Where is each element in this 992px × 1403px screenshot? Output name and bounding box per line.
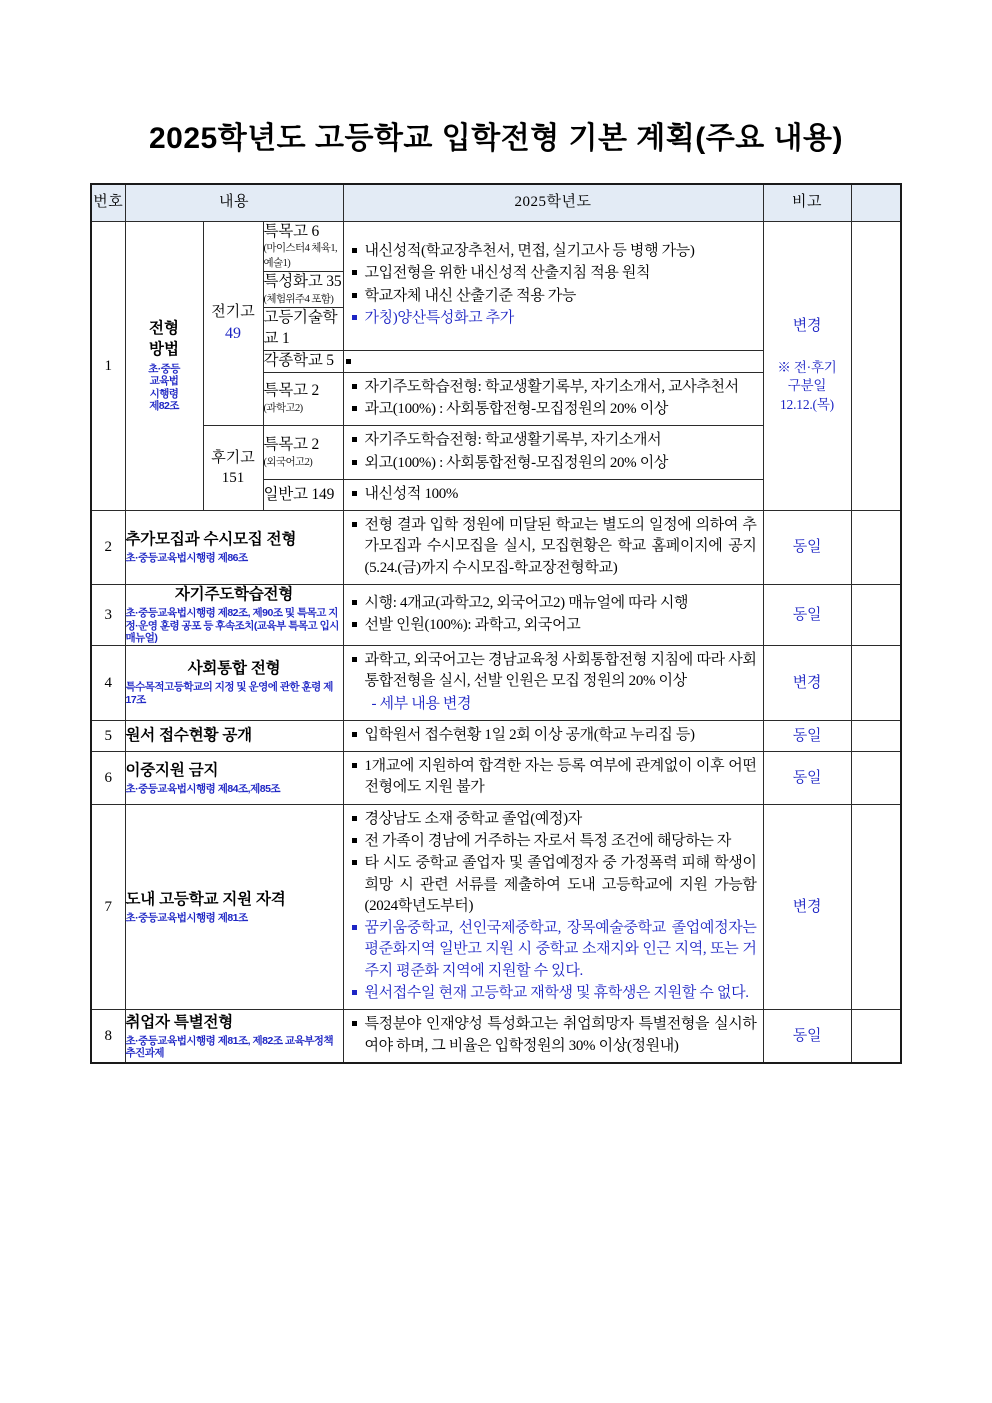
bullet-icon bbox=[352, 838, 357, 843]
row-label bbox=[125, 804, 343, 1010]
content-cell bbox=[343, 752, 763, 805]
row-label-sub-line: 제82조 bbox=[149, 400, 179, 413]
row-label-sub-line: 교육법 bbox=[149, 375, 179, 388]
row-label-title: 취업자 특별전형 bbox=[125, 1013, 234, 1031]
table-row bbox=[91, 221, 901, 271]
table-header bbox=[91, 184, 901, 222]
row-label-sub: 특수목적고등학교의 지정 및 운영에 관한 훈령 제17조 bbox=[125, 681, 333, 706]
school-type-name: 특성화고 35 bbox=[263, 272, 342, 290]
table-row bbox=[91, 752, 901, 805]
content-cell bbox=[343, 426, 763, 480]
remark-note-line: 12.12.(목) bbox=[780, 397, 834, 413]
content-cell bbox=[343, 511, 763, 585]
school-type-name: 특목고 2 bbox=[263, 382, 320, 400]
row-label bbox=[125, 752, 343, 805]
term-count: 151 bbox=[221, 470, 245, 487]
school-type-cell bbox=[263, 479, 343, 510]
extra-cell bbox=[851, 511, 901, 585]
remark-cell: 동일 bbox=[763, 1010, 851, 1063]
list-item: - 세부 내용 변경 bbox=[371, 695, 472, 712]
school-type-cell bbox=[263, 372, 343, 426]
row-label-sub: 초·중등교육법시행령 제84조,제85조 bbox=[125, 782, 281, 795]
row-label-sub: 초·중등교육법시행령 제86조 bbox=[125, 552, 248, 565]
remark-cell: 변경 bbox=[763, 804, 851, 1010]
list-item: 1개교에 지원하여 합격한 자는 등록 여부에 관계없이 이후 어떤 전형에도 지원 불가 bbox=[350, 756, 757, 799]
bullet-icon bbox=[352, 925, 357, 930]
remark-cell: 동일 bbox=[763, 752, 851, 805]
list-item: 자기주도학습전형: 학교생활기록부, 자기소개서 bbox=[350, 430, 757, 451]
bullet-icon bbox=[352, 248, 357, 253]
extra-cell bbox=[851, 804, 901, 1010]
row-number: 8 bbox=[91, 1010, 125, 1063]
content-cell-empty bbox=[343, 350, 763, 372]
remark-note-line: ※ 전·후기 bbox=[777, 359, 837, 375]
remark-status: 변경 bbox=[792, 318, 822, 335]
list-item: 자기주도학습전형: 학교생활기록부, 자기소개서, 교사추천서 bbox=[350, 377, 757, 398]
list-item: 원서접수일 현재 고등학교 재학생 및 휴학생은 지원할 수 없다. bbox=[350, 983, 757, 1004]
bullet-icon bbox=[352, 990, 357, 995]
row-label-title: 이중지원 금지 bbox=[125, 761, 219, 779]
school-type-name: 일반고 149 bbox=[263, 485, 335, 503]
list-item: 경상남도 소재 중학교 졸업(예정)자 bbox=[350, 809, 757, 830]
bullet-icon bbox=[352, 1021, 357, 1026]
school-type-note: (마이스터4 체육1, 예술1) bbox=[263, 243, 338, 269]
row-number: 5 bbox=[91, 720, 125, 751]
table-row bbox=[91, 1010, 901, 1063]
content-cell bbox=[343, 804, 763, 1010]
row-number: 4 bbox=[91, 645, 125, 720]
bullet-icon bbox=[352, 522, 357, 527]
remark-cell: 동일 bbox=[763, 720, 851, 751]
school-type-name: 각종학교 5 bbox=[263, 351, 334, 369]
row-number: 7 bbox=[91, 804, 125, 1010]
row-label-title: 원서 접수현황 공개 bbox=[125, 726, 252, 744]
list-item: 외고(100%) : 사회통합전형-모집정원의 20% 이상 bbox=[350, 453, 757, 474]
term-name: 후기고 bbox=[211, 449, 255, 466]
extra-cell bbox=[851, 752, 901, 805]
column-header-extra bbox=[851, 184, 901, 222]
table-row bbox=[91, 804, 901, 1010]
column-header-content: 내용 bbox=[125, 184, 343, 222]
row-label-sub: 초·중등교육법시행령 제81조, 제82조 교육부정책추진과제 bbox=[125, 1034, 334, 1060]
remark-note-line: 구분일 bbox=[787, 378, 827, 394]
term-count: 49 bbox=[225, 324, 241, 342]
school-type-cell bbox=[263, 350, 343, 372]
table-body bbox=[91, 221, 901, 1063]
content-cell bbox=[343, 479, 763, 510]
row-label-sub: 초·중등교육법시행령 제82조, 제90조 및 특목고 지정·운영 훈령 공포 등 후속조치(교육부 특목고 입시 매뉴얼) bbox=[125, 607, 339, 645]
list-item: 입학원서 접수현황 1일 2회 이상 공개(학교 누리집 등) bbox=[350, 725, 757, 746]
list-item: 전형 결과 입학 정원에 미달된 학교는 별도의 일정에 의하여 추가모집과 수시모집을 실시, 모집현황은 학교 홈페이지에 공지(5.24.(금)까지 수시모집-학교장전형학교) bbox=[350, 515, 757, 579]
bullet-icon bbox=[352, 657, 357, 662]
list-item: 과고(100%) : 사회통합전형-모집정원의 20% 이상 bbox=[350, 399, 757, 420]
row-label-title: 사회통합 전형 bbox=[187, 660, 281, 678]
content-cell bbox=[343, 221, 763, 350]
list-item: 선발 인원(100%): 과학고, 외국어고 bbox=[350, 615, 757, 636]
list-item: 시행: 4개교(과학고2, 외국어고2) 매뉴얼에 따라 시행 bbox=[350, 593, 757, 614]
table-row bbox=[91, 585, 901, 646]
extra-cell bbox=[851, 720, 901, 751]
column-header-remark: 비고 bbox=[763, 184, 851, 222]
row-label-sub-line: 초·중등 bbox=[148, 362, 180, 375]
term-name: 전기고 bbox=[211, 304, 255, 321]
list-item: 고입전형을 위한 내신성적 산출지침 적용 원칙 bbox=[350, 263, 757, 284]
school-type-note: (외국어고2) bbox=[263, 456, 313, 468]
row-label-title: 도내 고등학교 지원 자격 bbox=[125, 890, 286, 908]
row-label-title: 자기주도학습전형 bbox=[174, 586, 294, 603]
bullet-icon bbox=[352, 270, 357, 275]
bullet-icon bbox=[352, 384, 357, 389]
bullet-icon bbox=[352, 491, 357, 496]
term-group-early bbox=[203, 221, 263, 426]
bullet-icon bbox=[352, 315, 357, 320]
bullet-icon bbox=[352, 622, 357, 627]
row-number: 3 bbox=[91, 585, 125, 646]
row-label-sub: 초·중등교육법시행령 제81조 bbox=[125, 911, 248, 924]
table-header-row bbox=[91, 184, 901, 222]
bullet-icon bbox=[352, 600, 357, 605]
remark-cell bbox=[763, 221, 851, 511]
content-cell bbox=[343, 720, 763, 751]
list-item: 꿈키움중학교, 선인국제중학교, 장목예술중학교 졸업예정자는 평준화지역 일반고 지원 시 중학교 소재지와 인근 지역, 또는 거주지 평준화 지역에 지원할 수 있다. bbox=[350, 918, 757, 982]
list-item: 전 가족이 경남에 거주하는 자로서 특정 조건에 해당하는 자 bbox=[350, 831, 757, 852]
content-cell bbox=[343, 645, 763, 720]
bullet-icon bbox=[352, 732, 357, 737]
school-type-name: 특목고 6 bbox=[263, 222, 320, 240]
content-cell bbox=[343, 372, 763, 426]
column-header-year: 2025학년도 bbox=[343, 184, 763, 222]
list-item: 학교자체 내신 산출기준 적용 가능 bbox=[350, 286, 757, 307]
bullet-icon bbox=[352, 406, 357, 411]
extra-cell bbox=[851, 221, 901, 511]
row-number: 6 bbox=[91, 752, 125, 805]
table-row bbox=[91, 645, 901, 720]
row-label-title: 추가모집과 수시모집 전형 bbox=[125, 531, 297, 549]
bullet-icon bbox=[352, 816, 357, 821]
page-title: 2025학년도 고등학교 입학전형 기본 계획(주요 내용) bbox=[148, 122, 843, 155]
school-type-note: (체험위주4 포함) bbox=[263, 293, 334, 305]
list-item: 내신성적 100% bbox=[350, 484, 757, 505]
extra-cell bbox=[851, 645, 901, 720]
row-label bbox=[125, 511, 343, 585]
row-label bbox=[125, 585, 343, 646]
bullet-icon bbox=[346, 359, 351, 364]
list-item: 타 시도 중학교 졸업자 및 졸업예정자 중 가정폭력 피해 학생이 희망 시 관련 서류를 제출하여 도내 고등학교에 지원 가능함(2024학년도부터) bbox=[350, 853, 757, 917]
school-type-cell bbox=[263, 426, 343, 480]
bullet-icon bbox=[352, 763, 357, 768]
row-label bbox=[125, 221, 203, 511]
bullet-icon bbox=[352, 460, 357, 465]
row-label-title-line1: 전형 bbox=[149, 320, 179, 338]
list-item: 내신성적(학교장추천서, 면접, 실기고사 등 병행 가능) bbox=[350, 241, 757, 262]
term-group-late bbox=[203, 426, 263, 511]
school-type-name: 특목고 2 bbox=[263, 435, 320, 453]
row-label bbox=[125, 645, 343, 720]
bullet-icon bbox=[352, 437, 357, 442]
remark-cell: 변경 bbox=[763, 645, 851, 720]
list-item: 가칭)양산특성화고 추가 bbox=[350, 308, 757, 329]
school-type-name: 고등기술학교 1 bbox=[263, 308, 338, 347]
school-type-cell bbox=[263, 307, 343, 350]
bullet-icon bbox=[352, 293, 357, 298]
list-item: 특정분야 인재양성 특성화고는 취업희망자 특별전형을 실시하여야 하며, 그 비율은 입학정원의 30% 이상(정원내) bbox=[350, 1014, 757, 1057]
row-number: 1 bbox=[91, 221, 125, 511]
remark-cell: 동일 bbox=[763, 585, 851, 646]
row-label-sub-line: 시행령 bbox=[149, 387, 179, 400]
remark-cell: 동일 bbox=[763, 511, 851, 585]
content-cell bbox=[343, 585, 763, 646]
list-item: 과학고, 외국어고는 경남교육청 사회통합전형 지침에 따라 사회통합전형을 실시, 선발 인원은 모집 정원의 20% 이상 bbox=[350, 650, 757, 693]
extra-cell bbox=[851, 585, 901, 646]
admissions-plan-table bbox=[90, 183, 902, 1064]
table-row bbox=[91, 720, 901, 751]
column-header-no: 번호 bbox=[91, 184, 125, 222]
row-number: 2 bbox=[91, 511, 125, 585]
school-type-note: (과학고2) bbox=[263, 403, 303, 415]
row-label bbox=[125, 720, 343, 751]
table-row bbox=[91, 511, 901, 585]
bullet-icon bbox=[352, 860, 357, 865]
school-type-cell bbox=[263, 221, 343, 271]
row-label bbox=[125, 1010, 343, 1063]
content-cell bbox=[343, 1010, 763, 1063]
school-type-cell bbox=[263, 271, 343, 307]
extra-cell bbox=[851, 1010, 901, 1063]
row-label-title-line2: 방법 bbox=[149, 341, 179, 359]
